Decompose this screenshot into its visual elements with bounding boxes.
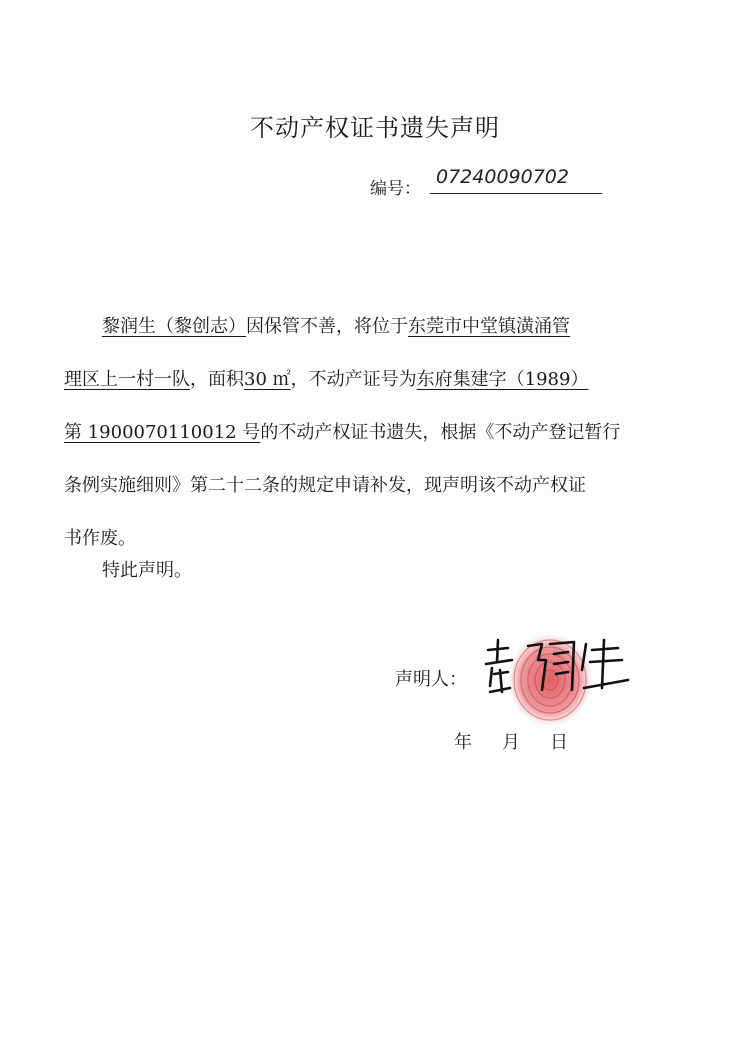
- property-location: 东莞市中堂镇潢涌管: [408, 316, 570, 337]
- closing-statement: 特此声明。: [102, 560, 192, 581]
- body-text-segment: ，不动产证号为: [290, 369, 417, 390]
- body-line-3: [64, 406, 664, 459]
- body-line-5: 书作废。: [64, 528, 136, 549]
- serial-label: 编号：: [370, 179, 421, 199]
- owner-name: 黎润生（黎创志）: [102, 316, 246, 337]
- handwritten-signature: [450, 630, 630, 710]
- body-line-4: 条例实施细则》第二十二条的规定申请补发，现声明该不动产权证: [64, 475, 586, 496]
- declarant-label: 声明人：: [395, 669, 467, 690]
- date-month: 月: [502, 732, 520, 753]
- declaration-body: [64, 300, 664, 565]
- body-text-segment: 因保管不善，将位于: [246, 316, 408, 337]
- serial-value: 07240090702: [430, 166, 602, 194]
- date-line: [454, 728, 598, 754]
- body-line-2: [64, 353, 664, 406]
- certificate-number-cont: 第 1900070110012 号: [64, 422, 261, 443]
- certificate-number: 东府集建字（1989）: [416, 369, 589, 390]
- property-area: 30 ㎡: [244, 369, 291, 390]
- property-location-cont: 理区上一村一队: [64, 369, 190, 390]
- date-day: 日: [550, 732, 568, 753]
- serial-number-row: [370, 166, 610, 200]
- body-text-segment: 的不动产权证书遗失，根据《不动产登记暂行: [260, 422, 621, 443]
- body-line-1: [64, 300, 664, 353]
- body-text-segment: ，面积: [190, 369, 244, 390]
- date-year: 年: [454, 732, 472, 753]
- document-title: 不动产权证书遗失声明: [250, 114, 500, 142]
